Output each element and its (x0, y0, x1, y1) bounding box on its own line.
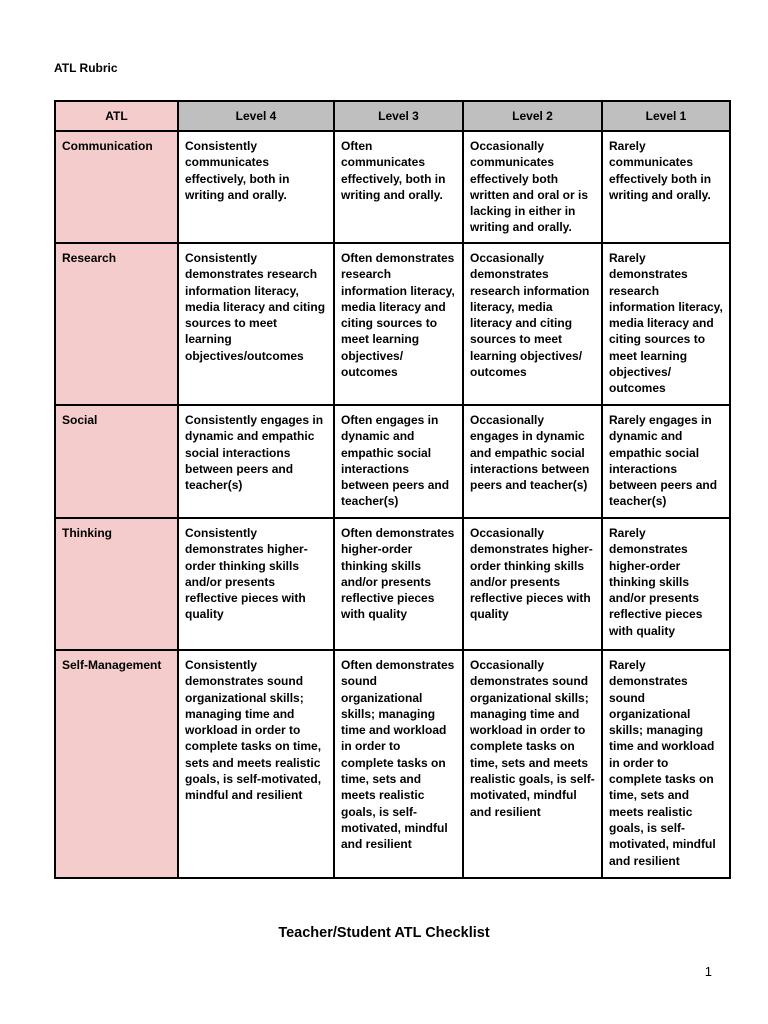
self-management-level-4: Consistently demonstrates sound organizational skills; managing time and workload in order to complete tasks on time, sets and meets realistic goals, is self-motivated, mindful and resilient (178, 650, 334, 878)
communication-level-4: Consistently communicates effectively, both in writing and orally. (178, 131, 334, 243)
header-level-1: Level 1 (602, 101, 730, 131)
header-level-2: Level 2 (463, 101, 602, 131)
row-communication (55, 131, 730, 243)
thinking-level-4: Consistently demonstrates higher-order thinking skills and/or presents reflective pieces with quality (178, 518, 334, 650)
atl-rubric-table (54, 100, 731, 879)
social-level-4: Consistently engages in dynamic and empathic social interactions between peers and teacher(s) (178, 405, 334, 518)
research-level-2: Occasionally demonstrates research information literacy, media literacy and citing sources to meet learning objectives/ outcomes (463, 243, 602, 405)
communication-level-3: Often communicates effectively, both in writing and orally. (334, 131, 463, 243)
atl-label-self-management: Self-Management (55, 650, 178, 878)
social-level-1: Rarely engages in dynamic and empathic social interactions between peers and teacher(s) (602, 405, 730, 518)
research-level-3: Often demonstrates research information literacy, media literacy and citing sources to meet learning objectives/ outcomes (334, 243, 463, 405)
atl-label-research: Research (55, 243, 178, 405)
row-social (55, 405, 730, 518)
communication-level-1: Rarely communicates effectively both in writing and orally. (602, 131, 730, 243)
self-management-level-2: Occasionally demonstrates sound organizational skills; managing time and workload in order to complete tasks on time, sets and meets realistic goals, is self-motivated, mindful and resilient (463, 650, 602, 878)
atl-label-social: Social (55, 405, 178, 518)
document-title: ATL Rubric (54, 61, 118, 75)
row-thinking (55, 518, 730, 650)
header-level-4: Level 4 (178, 101, 334, 131)
thinking-level-3: Often demonstrates higher-order thinking skills and/or presents reflective pieces with quality (334, 518, 463, 650)
communication-level-2: Occasionally communicates effectively both written and oral or is lacking in either in writing and orally. (463, 131, 602, 243)
research-level-1: Rarely demonstrates research information literacy, media literacy and citing sources to meet learning objectives/ outcomes (602, 243, 730, 405)
header-level-3: Level 3 (334, 101, 463, 131)
thinking-level-2: Occasionally demonstrates higher-order thinking skills and/or presents reflective pieces with quality (463, 518, 602, 650)
row-self-management (55, 650, 730, 878)
atl-label-thinking: Thinking (55, 518, 178, 650)
self-management-level-3: Often demonstrates sound organizational skills; managing time and workload in order to complete tasks on time, sets and meets realistic goals, is self-motivated, mindful and resilient (334, 650, 463, 878)
row-research (55, 243, 730, 405)
thinking-level-1: Rarely demonstrates higher-order thinking skills and/or presents reflective pieces with quality (602, 518, 730, 650)
atl-label-communication: Communication (55, 131, 178, 243)
header-atl: ATL (55, 101, 178, 131)
research-level-4: Consistently demonstrates research information literacy, media literacy and citing sources to meet learning objectives/outcomes (178, 243, 334, 405)
self-management-level-1: Rarely demonstrates sound organizational skills; managing time and workload in order to complete tasks on time, sets and meets realistic goals, is self-motivated, mindful and resilient (602, 650, 730, 878)
social-level-3: Often engages in dynamic and empathic social interactions between peers and teacher(s) (334, 405, 463, 518)
page-number: 1 (704, 964, 712, 979)
checklist-heading: Teacher/Student ATL Checklist (278, 925, 490, 941)
header-row (55, 101, 730, 131)
social-level-2: Occasionally engages in dynamic and empathic social interactions between peers and teacher(s) (463, 405, 602, 518)
